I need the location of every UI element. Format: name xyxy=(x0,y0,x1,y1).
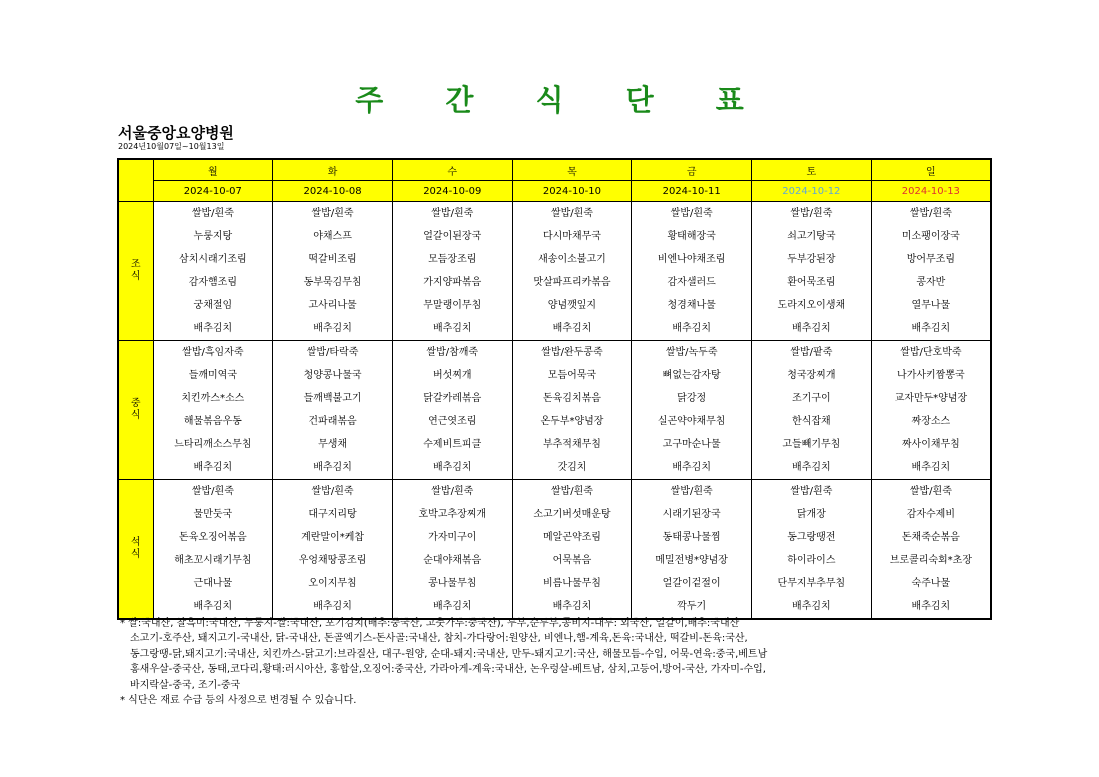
dish-item: 근대나물 xyxy=(193,578,233,589)
dish-item: 쌀밥/녹두죽 xyxy=(665,347,718,358)
note-line: * 식단은 재료 수급 등의 사정으로 변경될 수 있습니다. xyxy=(120,695,357,707)
date-header-row xyxy=(118,181,991,202)
dish-item: 배추김치 xyxy=(432,601,472,612)
dish-item: 배추김치 xyxy=(313,601,352,612)
menu-period: 2024년10월07일~10월13일 xyxy=(118,142,225,151)
dish-item: 부추적채무침 xyxy=(542,439,601,450)
breakfast-row xyxy=(118,202,991,341)
dish-item: 대구지리탕 xyxy=(308,509,357,520)
dish-item: 배추김치 xyxy=(432,323,472,334)
dish-item: 해초꼬시래기무침 xyxy=(174,555,252,566)
date-sat: 2024-10-12 xyxy=(752,181,872,202)
corner-cell xyxy=(118,159,153,202)
note-line: * 쌀:국내산, 찰흑미:국내산, 누룽지-쌀:국내산, 포기김치(배추:중국산, 고춧가루:중국산), 두부,순두부,콩비지-대두: 외국산, 얼갈이,배추:국내산 xyxy=(120,618,740,629)
day-header-row xyxy=(118,159,991,181)
dish-item: 교자만두*양념장 xyxy=(894,393,968,404)
day-header-tue: 화 xyxy=(273,159,393,181)
dinner-day-3-cell xyxy=(512,480,632,620)
dish-item: 감자햄조림 xyxy=(188,277,237,288)
dinner-day-2-cell xyxy=(392,480,512,620)
lunch-label xyxy=(118,341,153,480)
lunch-row xyxy=(118,341,991,480)
dish-item: 돈육김치볶음 xyxy=(542,393,601,404)
note-line: 소고기-호주산, 돼지고기-국내산, 닭-국내산, 돈골엑기스-돈사골:국내산, 참치-가다랑어:원양산, 비엔나,햄-계육,돈육:국내산, 떡갈비-돈육:국산, xyxy=(130,633,748,645)
dish-item: 실곤약야채무침 xyxy=(657,416,726,427)
date-fri: 2024-10-11 xyxy=(632,181,752,202)
dish-item: 순대야채볶음 xyxy=(423,555,482,566)
dish-item: 고구마순나물 xyxy=(662,439,721,450)
dish-item: 쌀밥/흰죽 xyxy=(670,486,713,497)
dish-item: 나가사키짬뽕국 xyxy=(897,370,965,381)
dish-item: 배추김치 xyxy=(313,462,352,473)
note-line: 홍새우살-중국산, 동태,코다리,황태:러시아산, 홍합살,오징어:중국산, 가라아게-계육:국내산, 논우렁살-베트남, 삼치,고등어,방어-국산, 가자미-수입, xyxy=(130,664,766,676)
dish-item: 쌀밥/흰죽 xyxy=(909,208,952,219)
dish-item: 메밀전병*양념장 xyxy=(655,555,728,566)
dish-item: 해물볶음우동 xyxy=(183,416,242,427)
dish-item: 버섯찌개 xyxy=(432,370,472,381)
day-header-thu: 목 xyxy=(512,159,632,181)
dish-item: 맛살파프리카볶음 xyxy=(533,277,611,288)
date-tue: 2024-10-08 xyxy=(273,181,393,202)
dish-item: 닭갈카레볶음 xyxy=(423,393,482,404)
dish-item: 도라지오이생채 xyxy=(777,300,846,311)
dish-item: 들깨백불고기 xyxy=(303,393,362,404)
dish-item: 시래기된장국 xyxy=(662,509,721,520)
breakfast-day-2-cell xyxy=(392,202,512,341)
dish-item: 방어무조림 xyxy=(906,254,956,265)
dish-item: 동부묵김무침 xyxy=(303,277,362,288)
dish-item: 쌀밥/흰죽 xyxy=(670,208,713,219)
day-header-sun: 일 xyxy=(871,159,991,181)
dish-item: 얼갈이겉절이 xyxy=(662,578,721,589)
breakfast-day-5-cell xyxy=(752,202,872,341)
dish-item: 쌀밥/단호박죽 xyxy=(900,347,962,358)
dish-item: 배추김치 xyxy=(672,323,711,334)
dish-item: 고사리나물 xyxy=(308,300,357,311)
dish-item: 들깨미역국 xyxy=(188,370,237,381)
dish-item: 어묵볶음 xyxy=(552,555,592,566)
dish-item: 배추김치 xyxy=(313,323,352,334)
dish-item: 조기구이 xyxy=(792,393,831,404)
dish-item: 배추김치 xyxy=(792,601,831,612)
dinner-label xyxy=(118,480,153,620)
lunch-day-4-cell xyxy=(632,341,752,480)
date-mon: 2024-10-07 xyxy=(153,181,273,202)
dish-item: 삼치시래기조림 xyxy=(179,254,247,265)
dish-item: 무말랭이무침 xyxy=(423,300,482,311)
lunch-day-5-cell xyxy=(752,341,872,480)
dish-item: 오이지무침 xyxy=(308,578,357,589)
dish-item: 배추김치 xyxy=(552,323,592,334)
lunch-day-2-cell xyxy=(392,341,512,480)
day-header-wed: 수 xyxy=(392,159,512,181)
dish-item: 소고기버섯매운탕 xyxy=(533,509,611,520)
dish-item: 쌀밥/흰죽 xyxy=(431,486,474,497)
dish-item: 두부강된장 xyxy=(787,254,836,265)
dish-item: 콩나물무침 xyxy=(428,578,477,589)
day-header-sat: 토 xyxy=(752,159,872,181)
dish-item: 느타리깨소스무침 xyxy=(174,439,252,450)
dish-item: 동그랑땡전 xyxy=(787,532,836,543)
dish-item: 온두부*양념장 xyxy=(540,416,604,427)
dish-item: 모듬어묵국 xyxy=(547,370,597,381)
dish-item: 새송이소불고기 xyxy=(538,254,606,265)
dish-item: 쌀밥/흰죽 xyxy=(550,208,593,219)
meal-label-char: 식 xyxy=(130,410,141,421)
lunch-day-3-cell xyxy=(512,341,632,480)
dish-item: 쌀밥/팥죽 xyxy=(790,347,833,358)
dish-item: 감자수제비 xyxy=(906,509,956,520)
lunch-day-1-cell xyxy=(273,341,393,480)
dish-item: 우엉채땅콩조림 xyxy=(298,555,367,566)
dish-item: 청양콩나물국 xyxy=(303,370,362,381)
dish-item: 배추김치 xyxy=(432,462,472,473)
dish-item: 뼈없는감자탕 xyxy=(662,370,721,381)
dish-item: 짜사이채무침 xyxy=(901,439,960,450)
dish-item: 가자미구이 xyxy=(428,532,477,543)
dish-item: 쌀밥/흰죽 xyxy=(790,486,833,497)
breakfast-day-0-cell xyxy=(153,202,273,341)
dish-item: 브로콜리숙회*초장 xyxy=(889,555,972,566)
dish-item: 열무나물 xyxy=(911,300,951,311)
dish-item: 미소팽이장국 xyxy=(901,231,960,242)
dinner-day-5-cell xyxy=(752,480,872,620)
hospital-name: 서울중앙요양병원 xyxy=(118,124,234,142)
dish-item: 얼갈이된장국 xyxy=(423,231,482,242)
dish-item: 배추김치 xyxy=(911,323,951,334)
dish-item: 고들빼기무침 xyxy=(782,439,841,450)
meal-label-char: 식 xyxy=(130,271,141,282)
breakfast-day-6-cell xyxy=(871,202,991,341)
dish-item: 비엔나야채조림 xyxy=(657,254,726,265)
lunch-day-0-cell xyxy=(153,341,273,480)
dish-item: 닭개장 xyxy=(796,509,826,520)
dish-item: 건파래볶음 xyxy=(308,416,357,427)
dish-item: 쌀밥/흰죽 xyxy=(191,208,234,219)
dish-item: 호박고추장찌개 xyxy=(418,509,487,520)
dish-item: 돈채죽순볶음 xyxy=(901,532,960,543)
dish-item: 감자샐러드 xyxy=(667,277,716,288)
lunch-day-6-cell xyxy=(871,341,991,480)
dish-item: 쇠고기탕국 xyxy=(787,231,836,242)
dish-item: 쌀밥/흑임자죽 xyxy=(182,347,244,358)
dish-item: 단무지부추무침 xyxy=(777,578,846,589)
date-thu: 2024-10-10 xyxy=(512,181,632,202)
dish-item: 쌀밥/흰죽 xyxy=(909,486,952,497)
dish-item: 쌀밥/흰죽 xyxy=(550,486,593,497)
dish-item: 배추김치 xyxy=(193,462,233,473)
dish-item: 배추김치 xyxy=(672,462,711,473)
dish-item: 배추김치 xyxy=(792,462,831,473)
dish-item: 쌀밥/흰죽 xyxy=(311,486,354,497)
dish-item: 쌀밥/타락죽 xyxy=(306,347,359,358)
dish-item: 하이라이스 xyxy=(787,555,836,566)
meal-label-char: 식 xyxy=(130,549,141,560)
breakfast-day-1-cell xyxy=(273,202,393,341)
dish-item: 모듬장조림 xyxy=(428,254,477,265)
dish-item: 배추김치 xyxy=(792,323,831,334)
date-wed: 2024-10-09 xyxy=(392,181,512,202)
breakfast-day-3-cell xyxy=(512,202,632,341)
dish-item: 비름나물무침 xyxy=(542,578,601,589)
dish-item: 야채스프 xyxy=(313,231,352,242)
dish-item: 동태콩나물찜 xyxy=(662,532,721,543)
dinner-row xyxy=(118,480,991,620)
dish-item: 쌀밥/흰죽 xyxy=(790,208,833,219)
dish-item: 한식잡채 xyxy=(792,416,831,427)
dish-item: 배추김치 xyxy=(911,462,951,473)
date-sun: 2024-10-13 xyxy=(871,181,991,202)
dinner-day-0-cell xyxy=(153,480,273,620)
day-header-fri: 금 xyxy=(632,159,752,181)
dish-item: 짜장소스 xyxy=(911,416,951,427)
meal-label-char: 조 xyxy=(130,259,141,270)
dish-item: 연근엿조림 xyxy=(428,416,477,427)
dish-item: 궁채절임 xyxy=(193,300,233,311)
dish-item: 황태해장국 xyxy=(667,231,716,242)
dish-item: 가지양파볶음 xyxy=(423,277,482,288)
dish-item: 닭강정 xyxy=(677,393,707,404)
dish-item: 물만둣국 xyxy=(193,509,233,520)
breakfast-day-4-cell xyxy=(632,202,752,341)
dish-item: 갓김치 xyxy=(557,462,587,473)
dish-item: 배추김치 xyxy=(911,601,951,612)
dinner-day-6-cell xyxy=(871,480,991,620)
day-header-mon: 월 xyxy=(153,159,273,181)
dinner-day-4-cell xyxy=(632,480,752,620)
dish-item: 메알곤약조림 xyxy=(542,532,601,543)
dish-item: 돈육오징어볶음 xyxy=(179,532,247,543)
dish-item: 콩자반 xyxy=(916,277,946,288)
dish-item: 쌀밥/흰죽 xyxy=(191,486,234,497)
note-line: 바지락살-중국, 조기-중국 xyxy=(130,679,241,691)
dish-item: 다시마채무국 xyxy=(542,231,601,242)
dish-item: 누룽지탕 xyxy=(193,231,233,242)
dish-item: 양념깻잎지 xyxy=(547,300,597,311)
page-title: 주 간 식 단 표 xyxy=(355,83,770,117)
dinner-day-1-cell xyxy=(273,480,393,620)
dish-item: 깍두기 xyxy=(677,601,707,612)
dish-item: 쌀밥/참깨죽 xyxy=(426,347,479,358)
weekly-menu-table xyxy=(117,158,992,620)
dish-item: 청경채나물 xyxy=(667,300,716,311)
dish-item: 떡갈비조림 xyxy=(308,254,357,265)
dish-item: 계란말이*케찹 xyxy=(301,532,365,543)
origin-notes xyxy=(120,616,980,708)
dish-item: 수제비트피클 xyxy=(423,439,482,450)
breakfast-label xyxy=(118,202,153,341)
dish-item: 숙주나물 xyxy=(911,578,951,589)
meal-label-char: 중 xyxy=(130,398,141,409)
dish-item: 무생채 xyxy=(318,439,348,450)
dish-item: 배추김치 xyxy=(552,601,592,612)
note-line: 동그랑땡-닭,돼지고기:국내산, 치킨까스-닭고기:브라질산, 대구-원양, 순대-돼지:국내산, 만두-돼지고기:국산, 해물모듬-수입, 어묵-연육:중국,베트남 xyxy=(130,648,768,660)
dish-item: 쌀밥/완두콩죽 xyxy=(541,347,603,358)
meal-label-char: 석 xyxy=(130,537,141,548)
dish-item: 환어묵조림 xyxy=(787,277,836,288)
dish-item: 청국장찌개 xyxy=(787,370,836,381)
dish-item: 쌀밥/흰죽 xyxy=(311,208,354,219)
dish-item: 쌀밥/흰죽 xyxy=(431,208,474,219)
dish-item: 치킨까스*소스 xyxy=(181,393,245,404)
dish-item: 배추김치 xyxy=(193,601,233,612)
dish-item: 배추김치 xyxy=(193,323,233,334)
